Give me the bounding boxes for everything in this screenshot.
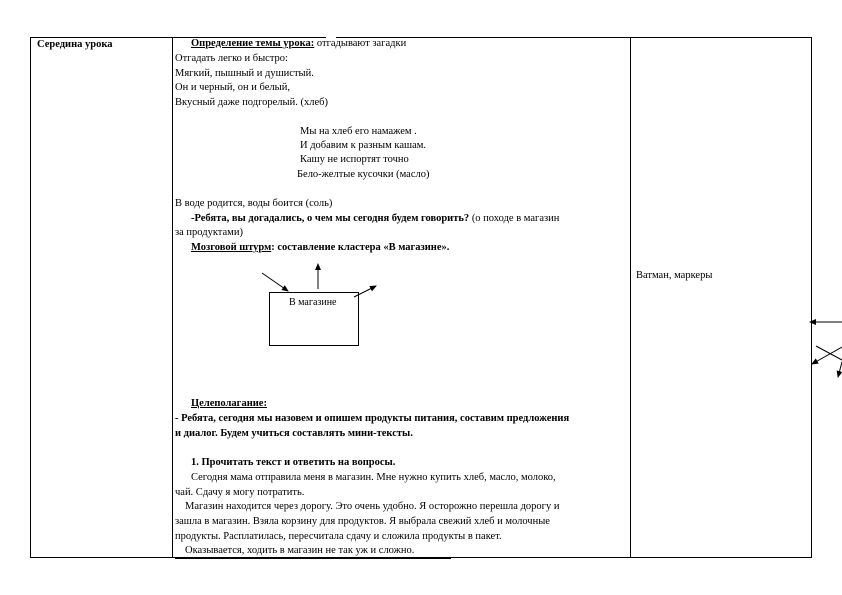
cluster-center-label: В магазине: [289, 297, 337, 308]
brainstorm-rest: : составление кластера «В магазине».: [271, 242, 450, 253]
brainstorm-heading: Мозговой штурм: [191, 242, 272, 253]
riddle2-line-2: И добавим к разным кашам.: [300, 140, 426, 151]
cluster-arrow-left: [262, 273, 288, 291]
topic-heading: Определение темы урока:: [191, 38, 315, 49]
riddle1-line-1: Отгадать легко и быстро:: [175, 53, 288, 64]
edge-arrow-down: [838, 362, 842, 377]
edge-cross-arrow-2: [816, 346, 842, 360]
riddle1-line-2: Мягкий, пышный и душистый.: [175, 68, 314, 79]
story-line-3: Магазин находится через дорогу. Это очень удобно. Я осторожно перешла дорогу и: [185, 501, 560, 512]
goal-line-2: и диалог. Будем учиться составлять мини-тексты.: [175, 428, 413, 439]
goal-heading: Целеполагание:: [191, 398, 267, 409]
riddle2-line-3: Кашу не испортят точно: [300, 154, 409, 165]
goal-line-1: - Ребята, сегодня мы назовем и опишем продукты питания, составим предложения: [175, 413, 570, 424]
question-bold: -Ребята, вы догадались, о чем мы сегодня будем говорить?: [191, 213, 470, 224]
question-rest-1: (о походе в магазин: [469, 213, 560, 224]
story-line-1: Сегодня мама отправила меня в магазин. Мне нужно купить хлеб, масло, молоко,: [191, 472, 556, 483]
edge-cross-arrow-1: [812, 347, 842, 364]
story-line-6: Оказывается, ходить в магазин не так уж и сложно.: [185, 545, 415, 556]
story-line-2: чай. Сдачу я могу потратить.: [175, 487, 305, 498]
cluster-arrow-right: [354, 286, 376, 297]
story-underline: [175, 558, 451, 559]
riddle1-line-4: Вкусный даже подгорелый. (хлеб): [175, 97, 328, 108]
riddle1-line-3: Он и черный, он и белый,: [175, 82, 290, 93]
riddle3: В воде родится, воды боится (соль): [175, 198, 333, 209]
story-line-4: зашла в магазин. Взяла корзину для продуктов. Я выбрала свежий хлеб и молочные: [175, 516, 550, 527]
materials: Ватман, маркеры: [636, 270, 713, 281]
task-heading: 1. Прочитать текст и ответить на вопросы.: [191, 457, 396, 468]
story-line-5: продукты. Расплатилась, пересчитала сдачу и сложила продукты в пакет.: [175, 531, 502, 542]
riddle2-line-1: Мы на хлеб его намажем .: [300, 126, 417, 137]
row-label: Середина урока: [37, 39, 113, 50]
topic-rest: отгадывают загадки: [314, 38, 407, 49]
question-line-2: за продуктами): [175, 227, 243, 238]
riddle2-line-4: Бело-желтые кусочки (масло): [297, 169, 430, 180]
